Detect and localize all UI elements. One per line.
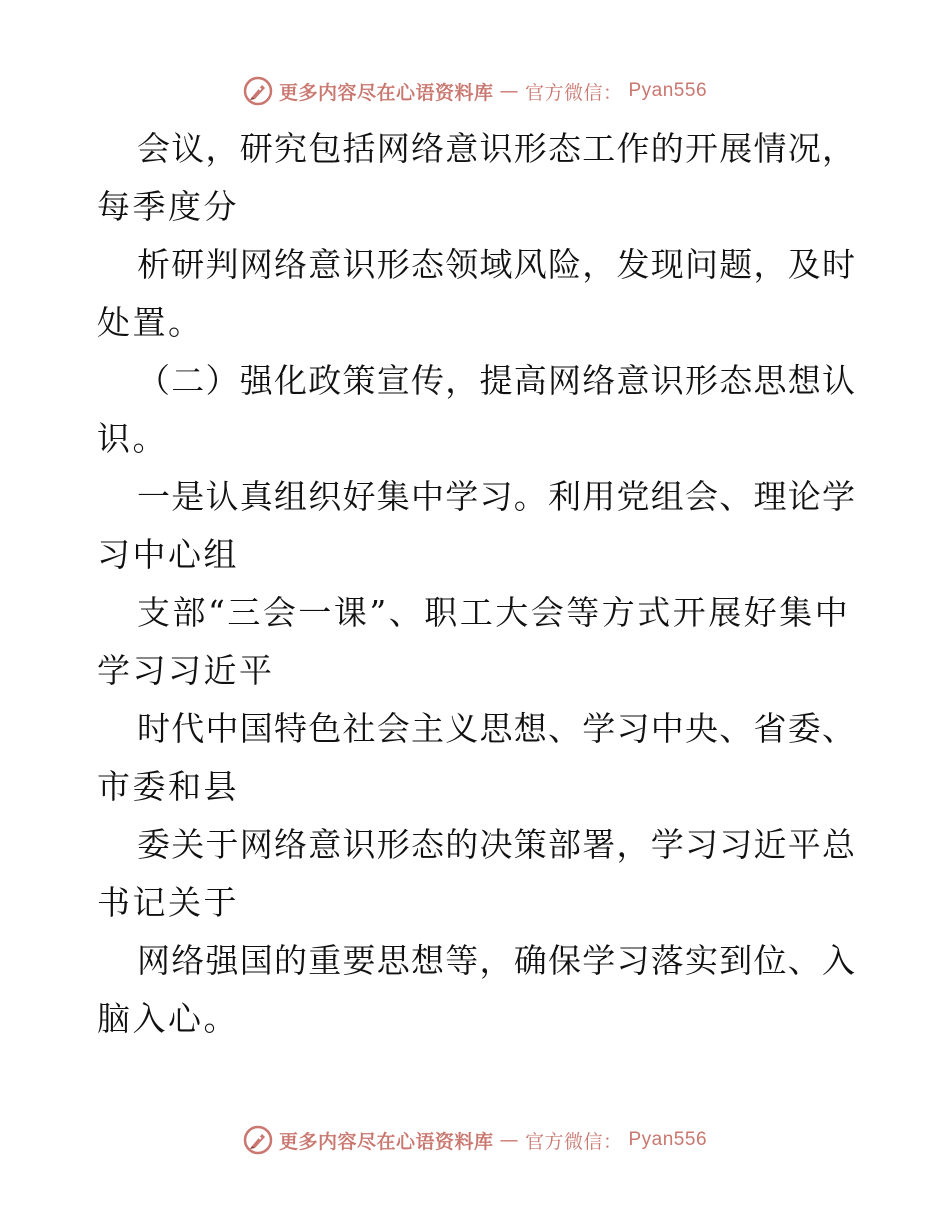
watermark-wechat-id: Pyan556	[628, 80, 708, 101]
header-watermark	[0, 71, 950, 111]
watermark-wechat-id: Pyan556	[628, 1129, 708, 1150]
watermark-wechat-label: 官方微信：	[524, 81, 623, 104]
text-line: 脑入心。	[97, 999, 239, 1038]
watermark-main-text: 更多内容尽在心语资料库	[278, 81, 494, 104]
text-line: 网络强国的重要思想等，确保学习落实到位、入	[137, 941, 857, 980]
text-line: 习中心组	[97, 535, 239, 574]
text-line: 析研判网络意识形态领域风险，发现问题，及时	[137, 245, 857, 284]
text-line: 委关于网络意识形态的决策部署，学习习近平总	[137, 825, 857, 864]
text-line: 市委和县	[97, 767, 239, 806]
text-line: 书记关于	[97, 883, 239, 922]
document-body	[97, 120, 857, 1048]
watermark-separator: —	[499, 80, 519, 102]
pen-nib-logo-icon	[243, 76, 273, 106]
footer-watermark	[0, 1120, 950, 1160]
text-line: 时代中国特色社会主义思想、学习中央、省委、	[137, 709, 857, 748]
text-line: 会议，研究包括网络意识形态工作的开展情况，	[137, 129, 857, 168]
section-heading-line: 识。	[97, 419, 168, 458]
section-heading-line: （二）强化政策宣传，提高网络意识形态思想认	[137, 361, 857, 400]
watermark-main-text: 更多内容尽在心语资料库	[278, 1130, 494, 1153]
text-line: 处置。	[97, 303, 204, 342]
text-line: 一是认真组织好集中学习。利用党组会、理论学	[137, 477, 857, 516]
watermark-wechat-label: 官方微信：	[524, 1130, 623, 1153]
text-line: 学习习近平	[97, 651, 275, 690]
watermark-separator: —	[499, 1129, 519, 1151]
pen-nib-logo-icon	[243, 1125, 273, 1155]
text-line: 支部“三会一课”、职工大会等方式开展好集中	[137, 593, 851, 632]
text-line: 每季度分	[97, 187, 239, 226]
